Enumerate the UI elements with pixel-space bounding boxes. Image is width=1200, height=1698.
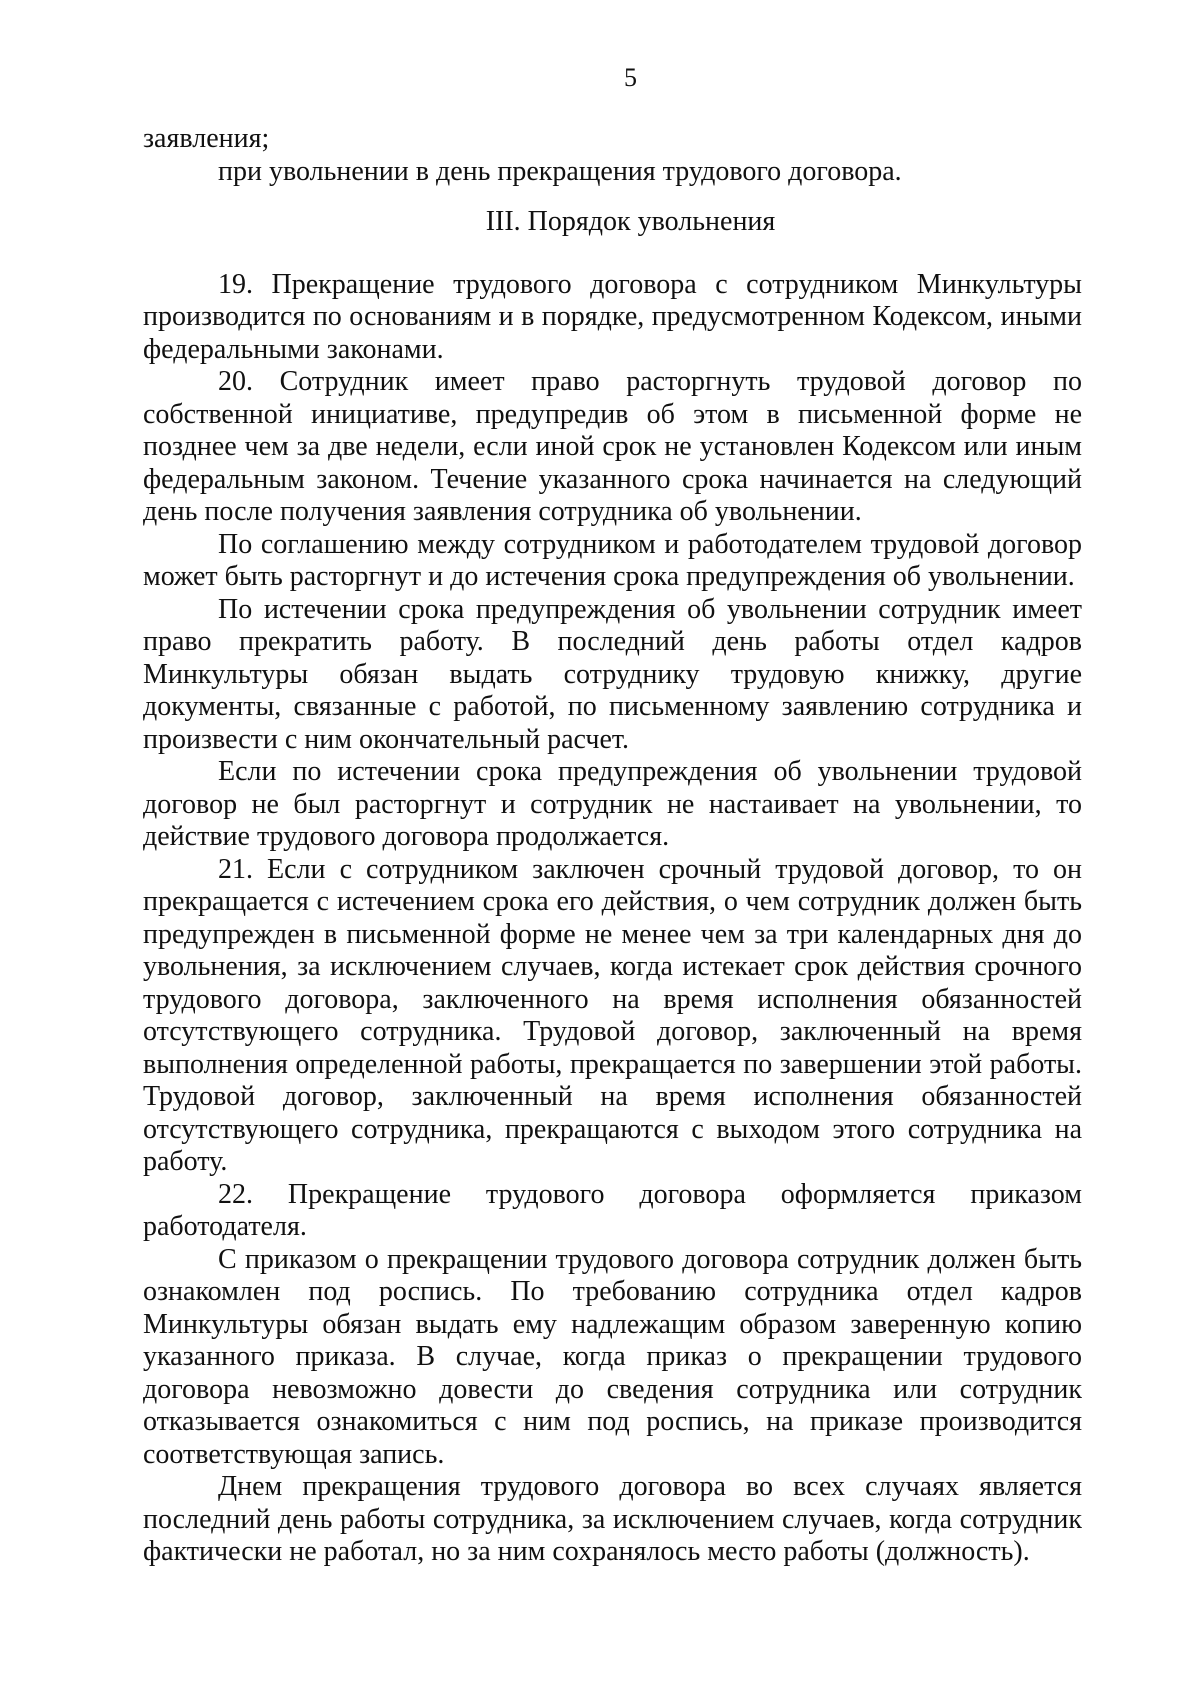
- paragraph-notice-expiry: По истечении срока предупреждения об увольнении сотрудник имеет право прекратить работу. В последний день работы отдел кадров Минкультуры обязан выдать сотруднику трудовую книжку, другие документы, связанные с работой, по письменному заявлению сотрудника и произвести с ним окончательный расчет.: [143, 593, 1082, 755]
- paragraph-order-acknowledgement: С приказом о прекращении трудового договора сотрудник должен быть ознакомлен под роспись. По требованию сотрудника отдел кадров Минкультуры обязан выдать ему надлежащим образом заверенную копию указанного приказа. В случае, когда приказ о прекращении трудового договора невозможно довести до сведения сотрудника или сотрудник отказывается ознакомиться с ним под роспись, на приказе производится соответствующая запись.: [143, 1243, 1082, 1470]
- intro-line-2: при увольнении в день прекращения трудового договора.: [218, 155, 902, 187]
- paragraph-termination-day: Днем прекращения трудового договора во всех случаях является последний день работы сотрудника, за исключением случаев, когда сотрудник фактически не работал, но за ним сохранялось место работы (должность).: [143, 1471, 1082, 1567]
- section-heading: III. Порядок увольнения: [485, 206, 776, 237]
- paragraph-20: 20. Сотрудник имеет право расторгнуть трудовой договор по собственной инициативе, предупредив об этом в письменной форме не позднее чем за две недели, если иной срок не установлен Кодексом или иным федеральным законом. Течение указанного срока начинается на следующий день после получения заявления сотрудника об увольнении.: [143, 366, 1082, 527]
- paragraph-19: 19. Прекращение трудового договора с сотрудником Минкультуры производится по основаниям и в порядке, предусмотренном Кодексом, иными федеральными законами.: [143, 268, 1082, 365]
- paragraph-agreement: По соглашению между сотрудником и работодателем трудовой договор может быть расторгнут и до истечения срока предупреждения об увольнении.: [143, 528, 1082, 592]
- paragraph-21: 21. Если с сотрудником заключен срочный трудовой договор, то он прекращается с истечением срока его действия, о чем сотрудник должен быть предупрежден в письменной форме не менее чем за три календарных дня до увольнения, за исключением случаев, когда истекает срок действия срочного трудового договора, заключенного на время исполнения обязанностей отсутствующего сотрудника. Трудовой договор, заключенный на время выполнения определенной работы, прекращается по завершении этой работы. Трудовой договор, заключенный на время исполнения обязанностей отсутствующего сотрудника, прекращаются с выходом этого сотрудника на работу.: [143, 853, 1082, 1177]
- paragraph-contract-continues: Если по истечении срока предупреждения об увольнении трудовой договор не был расторгнут и сотрудник не настаивает на увольнении, то действие трудового договора продолжается.: [143, 756, 1082, 852]
- intro-line-1: заявления;: [143, 123, 270, 154]
- paragraph-22: 22. Прекращение трудового договора оформляется приказом работодателя.: [143, 1178, 1082, 1242]
- page-number: 5: [624, 63, 637, 92]
